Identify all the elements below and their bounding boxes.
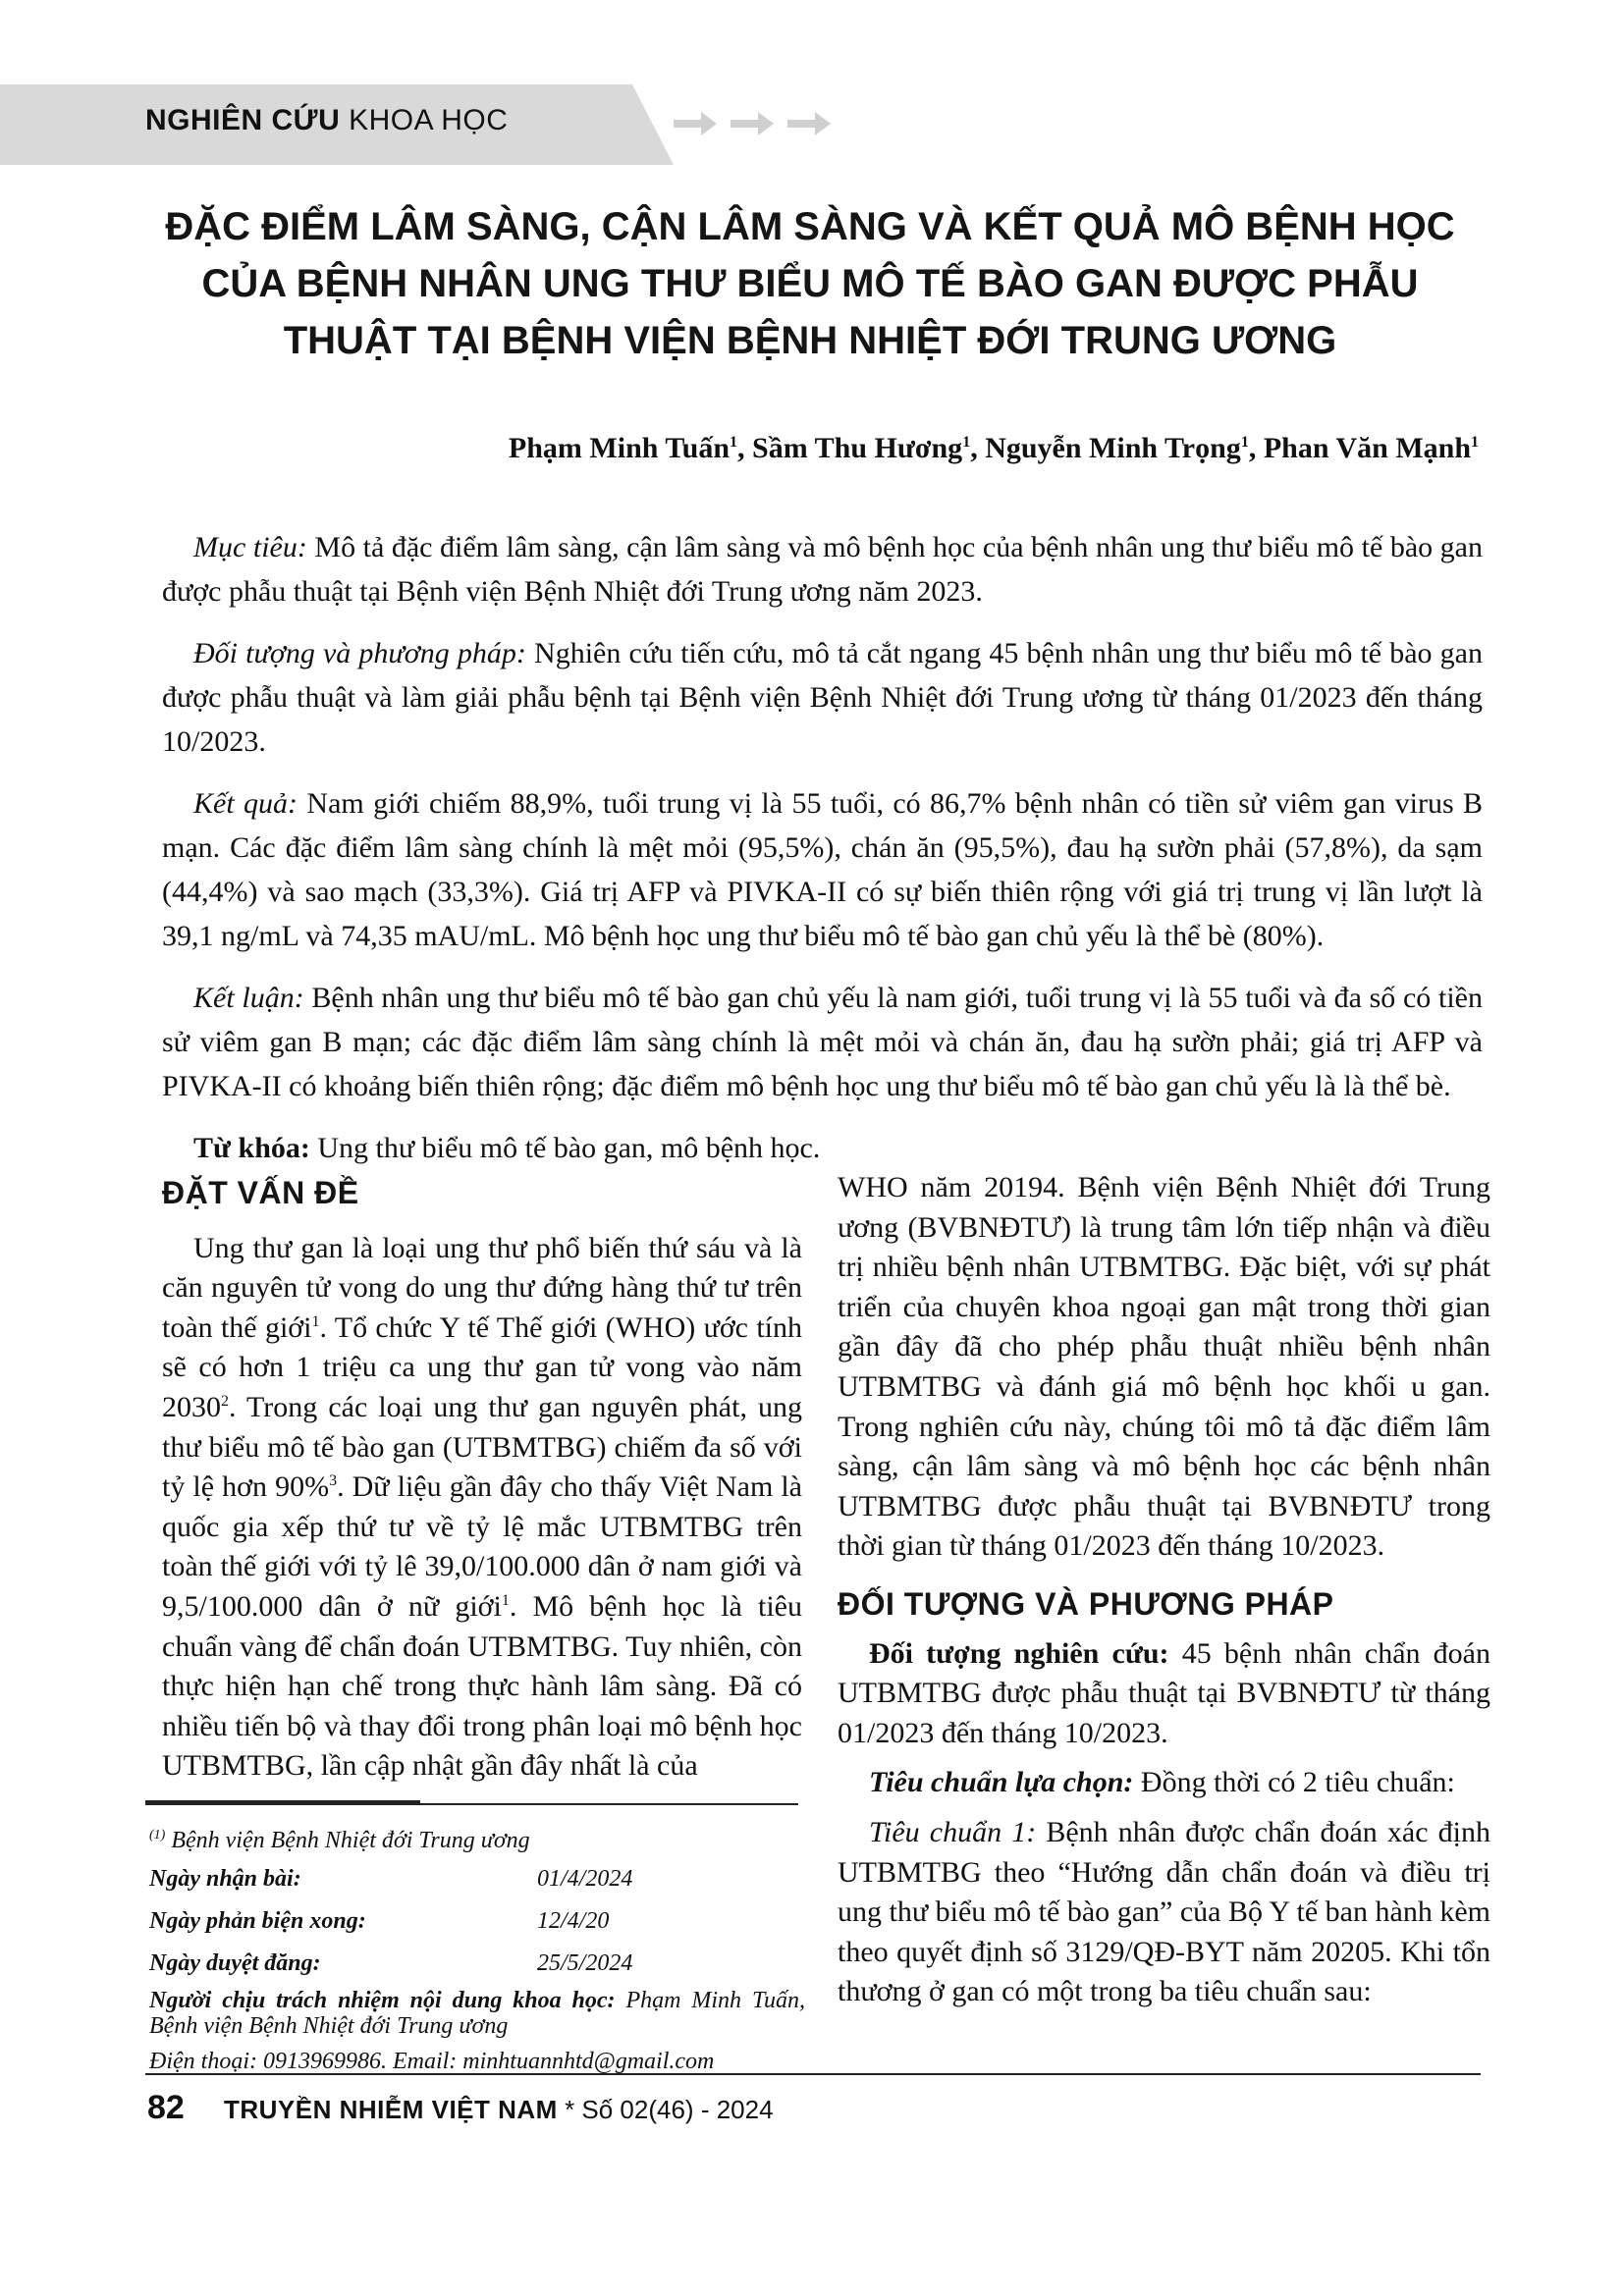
criteria-label: Tiêu chuẩn lựa chọn: <box>869 1766 1134 1799</box>
title-line-1: ĐẶC ĐIỂM LÂM SÀNG, CẬN LÂM SÀNG VÀ KẾT QUẢ MÔ BỆNH HỌC <box>165 205 1455 248</box>
received-label: Ngày nhận bài: <box>149 1865 301 1892</box>
author-affiliation: 1 <box>962 434 971 451</box>
reference-mark: 1 <box>501 1591 510 1609</box>
criterion-1-text: Bệnh nhân được chẩn đoán xác định UTBMTBG theo “Hướng dẫn chẩn đoán và điều trị ung thư biểu mô tế bào gan” của Bộ Y tế ban hành kèm theo quyết định số 3129/QĐ-BYT năm 20205. Khi tổn thương ở gan có một trong ba tiêu chuẩn sau: <box>838 1815 1490 2008</box>
intro-text-d: . Dữ liệu gần đây cho thấy Việt Nam là quốc gia xếp thứ tư về tỷ lệ mắc UTBMTBG trên toàn thế giới với tỷ lê 39,0/100.000 dân ở nam giới và 9,5/100.000 dân ở nữ giới <box>162 1470 802 1623</box>
article-title <box>147 198 1473 369</box>
responsible-text: Phạm Minh Tuấn, Bệnh viện Bệnh Nhiệt đới Trung ương <box>149 1988 805 2039</box>
criteria-paragraph <box>838 1763 1490 1803</box>
responsible-label: Người chịu trách nhiệm nội dung khoa học: <box>149 1988 616 2013</box>
author-affiliation: 1 <box>1471 434 1479 451</box>
abstract-methods-label: Đối tượng và phương pháp: <box>193 637 526 669</box>
journal-issue: * Số 02(46) - 2024 <box>557 2095 774 2124</box>
author-name: Nguyễn Minh Trọng <box>985 432 1241 464</box>
section-label-bold: NGHIÊN CỨU <box>145 104 341 136</box>
section-label <box>145 104 508 137</box>
responsible-person-note <box>149 1988 805 2039</box>
section-heading-methods: ĐỐI TƯỢNG VÀ PHƯƠNG PHÁP <box>838 1585 1334 1622</box>
abstract-methods <box>162 631 1483 764</box>
abstract-objective-label: Mục tiêu: <box>193 531 307 563</box>
journal-info <box>224 2095 774 2125</box>
intro-text-c: . Trong các loại ung thư gan nguyên phát, ung thư biểu mô tế bào gan (UTBMTBG) chiếm đa số với tỷ lệ hơn 90% <box>162 1390 802 1504</box>
criteria-text: Đồng thời có 2 tiêu chuẩn: <box>1133 1766 1455 1799</box>
subjects-label: Đối tượng nghiên cứu: <box>869 1636 1169 1670</box>
intro-text-e: . Mô bệnh học là tiêu chuẩn vàng để chẩn đoán UTBMTBG. Tuy nhiên, còn thực hiện hạn chế trong thực hành lâm sàng. Đã có nhiều tiến bộ và thay đổi trong phân loại mô bệnh học UTBMTBG, lần cập nhật gần đây nhất là của <box>162 1589 802 1783</box>
section-heading-introduction: ĐẶT VẤN ĐỀ <box>162 1175 359 1210</box>
subjects-text: 45 bệnh nhân chẩn đoán UTBMTBG được phẫu thuật tại BVBNĐTƯ từ tháng 01/2023 đến tháng 10/2023. <box>838 1636 1490 1749</box>
author-list: Phạm Minh Tuấn$^1$, Sầm Thu Hương$^1$, Nguyễn Minh Trọng$^1$, Phan Văn Mạnh$^1$ <box>508 432 1479 464</box>
reference-mark: 3 <box>329 1472 338 1490</box>
subjects-paragraph <box>838 1634 1490 1754</box>
intro-text-b: . Tổ chức Y tế Thế giới (WHO) ước tính sẽ có hơn 1 triệu ca ung thư gan tử vong vào năm 2030 <box>162 1310 802 1423</box>
criterion-1-label: Tiêu chuẩn 1: <box>869 1815 1037 1848</box>
abstract-methods-text: Nghiên cứu tiến cứu, mô tả cắt ngang 45 bệnh nhân ung thư biểu mô tế bào gan được phẫu thuật và làm giải phẫu bệnh tại Bệnh viện Bệnh Nhiệt đới Trung ương từ tháng 01/2023 đến tháng 10/2023. <box>162 637 1483 758</box>
title-line-3: THUẬT TẠI BỆNH VIỆN BỆNH NHIỆT ĐỚI TRUNG ƯƠNG <box>283 319 1337 362</box>
abstract-objective-text: Mô tả đặc điểm lâm sàng, cận lâm sàng và mô bệnh học của bệnh nhân ung thư biểu mô tế bào gan được phẫu thuật tại Bệnh viện Bệnh Nhiệt đới Trung ương năm 2023. <box>162 531 1483 608</box>
abstract-keywords <box>162 1126 1483 1170</box>
footnotes <box>149 1818 805 2076</box>
accepted-value: 25/5/2024 <box>537 1949 633 1976</box>
intro-text-a: Ung thư gan là loại ung thư phổ biến thứ sáu và là căn nguyên tử vong do ung thư đứng hàng thứ tư trên toàn thế giới <box>162 1231 802 1344</box>
introduction-paragraph <box>162 1229 802 1787</box>
footer-divider <box>145 2073 1481 2075</box>
accepted-label: Ngày duyệt đăng: <box>149 1949 321 1976</box>
author-affiliation: 1 <box>1240 434 1249 451</box>
section-label-rest: KHOA HỌC <box>340 104 509 136</box>
abstract <box>162 525 1483 1188</box>
accepted-row <box>149 1942 805 1984</box>
author-name: Sầm Thu Hương <box>752 432 963 464</box>
abstract-conclusion-label: Kết luận: <box>193 982 304 1014</box>
reviewed-row <box>149 1899 805 1942</box>
keywords-text: Ung thư biểu mô tế bào gan, mô bệnh học. <box>309 1132 821 1164</box>
abstract-conclusion-text: Bệnh nhân ung thư biểu mô tế bào gan chủ yếu là nam giới, tuổi trung vị là 55 tuổi và đa số có tiền sử viêm gan B mạn; các đặc điểm lâm sàng chính là mệt mỏi và chán ăn, đau hạ sườn phải; giá trị AFP và PIVKA-II có khoảng biến thiên rộng; đặc điểm mô bệnh học ung thư biểu mô tế bào gan chủ yếu là là thể bè. <box>162 982 1483 1102</box>
right-column <box>838 1168 1490 2012</box>
reference-mark: 2 <box>221 1392 229 1410</box>
author-affiliation: 1 <box>730 434 738 451</box>
affiliation-text: Bệnh viện Bệnh Nhiệt đới Trung ương <box>165 1827 530 1853</box>
keywords-label: Từ khóa: <box>193 1132 310 1164</box>
affiliation-note <box>149 1818 805 1857</box>
page-number: 82 <box>147 2089 185 2126</box>
author-name: Phan Văn Mạnh <box>1263 432 1471 464</box>
abstract-results-label: Kết quả: <box>193 787 298 820</box>
abstract-results-text: Nam giới chiếm 88,9%, tuổi trung vị là 55 tuổi, có 86,7% bệnh nhân có tiền sử viêm gan virus B mạn. Các đặc điểm lâm sàng chính là mệt mỏi (95,5%), chán ăn (95,5%), đau hạ sườn phải (57,8%), da sạm (44,4%) và sao mạch (33,3%). Giá trị AFP và PIVKA-II có sự biến thiên rộng với giá trị trung vị lần lượt là 39,1 ng/mL và 74,35 mAU/mL. Mô bệnh học ung thư biểu mô tế bào gan chủ yếu là thể bè (80%). <box>162 787 1484 952</box>
introduction-continued: WHO năm 20194. Bệnh viện Bệnh Nhiệt đới Trung ương (BVBNĐTƯ) là trung tâm lớn tiếp nhận và điều trị nhiều bệnh nhân UTBMTBG. Đặc biệt, với sự phát triển của chuyên khoa ngoại gan mật trong thời gian gần đây đã cho phép phẫu thuật nhiều bệnh nhân UTBMTBG và đánh giá mô bệnh học khối u gan. Trong nghiên cứu này, chúng tôi mô tả đặc điểm lâm sàng, cận lâm sàng và mô bệnh học các bệnh nhân UTBMTBG được phẫu thuật tại BVBNĐTƯ trong thời gian từ tháng 01/2023 đến tháng 10/2023. <box>838 1171 1490 1563</box>
title-line-2: CỦA BỆNH NHÂN UNG THƯ BIỂU MÔ TẾ BÀO GAN ĐƯỢC PHẪU <box>201 262 1419 305</box>
abstract-results <box>162 781 1483 958</box>
footnote-divider-accent <box>145 1800 420 1803</box>
received-row <box>149 1857 805 1899</box>
contact-note: Điện thoại: 0913969986. Email: minhtuannhtd@gmail.com <box>149 2049 715 2074</box>
reviewed-value: 12/4/20 <box>537 1907 610 1934</box>
author-name: Phạm Minh Tuấn <box>508 432 731 464</box>
journal-name: TRUYỀN NHIỄM VIỆT NAM <box>224 2095 558 2124</box>
footnote-divider <box>145 1803 798 1805</box>
reviewed-label: Ngày phản biện xong: <box>149 1907 366 1934</box>
abstract-conclusion <box>162 976 1483 1108</box>
affiliation-mark: (1) <box>149 1827 166 1842</box>
criterion-1-paragraph <box>838 1813 1490 2012</box>
received-value: 01/4/2024 <box>537 1865 633 1892</box>
left-column <box>162 1173 802 1787</box>
reference-mark: 1 <box>311 1312 320 1330</box>
arrows-icon <box>674 106 840 141</box>
abstract-objective <box>162 525 1483 614</box>
